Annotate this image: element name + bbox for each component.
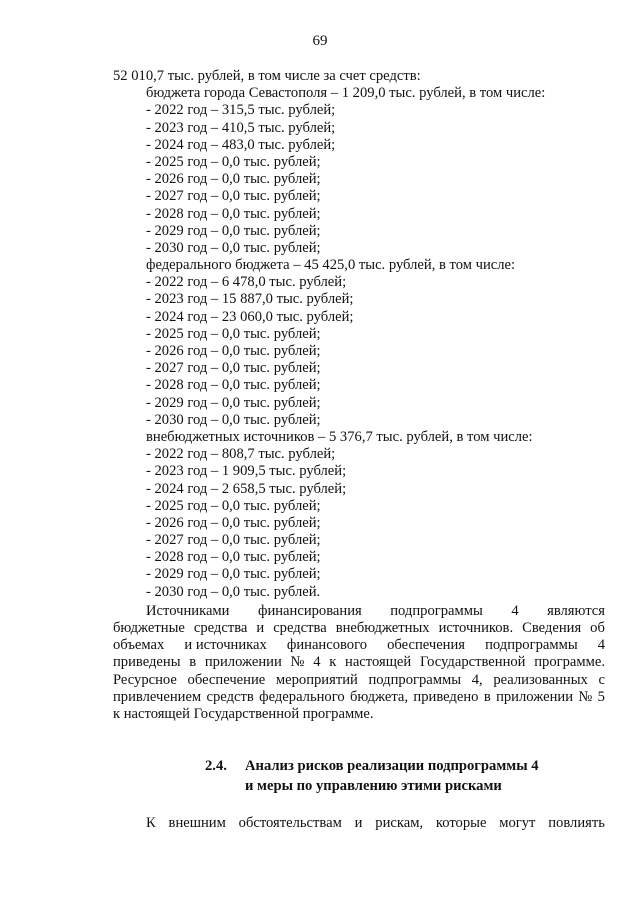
paragraph-line bbox=[113, 815, 605, 832]
word: с bbox=[598, 671, 605, 688]
word: 5 bbox=[597, 688, 605, 705]
list-item: - 2025 год – 0,0 тыс. рублей; bbox=[146, 153, 321, 170]
word: и bbox=[354, 815, 363, 831]
word: привлечением bbox=[113, 688, 202, 705]
section-title-line2: и меры по управлению этими рисками bbox=[245, 778, 502, 794]
word: объемах bbox=[113, 637, 165, 654]
list-item: - 2028 год – 0,0 тыс. рублей; bbox=[146, 205, 321, 222]
word: которые bbox=[435, 815, 487, 831]
federal-budget-header: федерального бюджета – 45 425,0 тыс. рублей, в том числе: bbox=[146, 257, 516, 274]
word: Государственной bbox=[419, 654, 526, 671]
word: К bbox=[146, 815, 156, 831]
word: подпрограммы bbox=[368, 671, 462, 688]
word: средства bbox=[193, 620, 248, 636]
word: в bbox=[189, 654, 197, 671]
word: повлиять bbox=[548, 815, 605, 831]
word: источников. bbox=[438, 620, 514, 636]
word: об bbox=[590, 620, 605, 636]
city-budget-header: бюджета города Севастополя – 1 209,0 тыс. рублей, в том числе: bbox=[146, 85, 546, 102]
list-item: - 2024 год – 2 658,5 тыс. рублей; bbox=[146, 480, 347, 497]
list-item: - 2029 год – 0,0 тыс. рублей; bbox=[146, 394, 321, 411]
word: федерального bbox=[259, 688, 345, 705]
word: приведено bbox=[413, 688, 479, 705]
word: финансового bbox=[286, 637, 368, 654]
word: к bbox=[329, 654, 337, 671]
section-number: 2.4. bbox=[205, 758, 227, 774]
word: бюджета, bbox=[350, 688, 409, 705]
word: подпрограммы bbox=[390, 602, 483, 619]
word: реализованных bbox=[493, 671, 588, 688]
word: приложении bbox=[204, 654, 282, 671]
list-item: - 2027 год – 0,0 тыс. рублей; bbox=[146, 188, 321, 205]
word: и bbox=[256, 620, 265, 636]
list-item: - 2023 год – 1 909,5 тыс. рублей; bbox=[146, 463, 347, 480]
list-item: - 2027 год – 0,0 тыс. рублей; bbox=[146, 532, 321, 549]
word: внебюджетных bbox=[335, 620, 430, 636]
word: № bbox=[290, 654, 305, 671]
list-item: - 2022 год – 6 478,0 тыс. рублей; bbox=[146, 274, 347, 291]
word: 4 bbox=[597, 637, 605, 654]
word: 4, bbox=[471, 671, 483, 688]
word: и источниках bbox=[184, 637, 267, 654]
list-item: - 2022 год – 315,5 тыс. рублей; bbox=[146, 102, 336, 119]
list-item: - 2027 год – 0,0 тыс. рублей; bbox=[146, 360, 321, 377]
word: обеспечение bbox=[187, 671, 266, 688]
word: могут bbox=[499, 815, 536, 831]
list-item: - 2023 год – 15 887,0 тыс. рублей; bbox=[146, 291, 354, 308]
word: Сведения bbox=[522, 620, 582, 636]
funding-section bbox=[113, 68, 605, 723]
extrabudgetary-header: внебюджетных источников – 5 376,7 тыс. рублей, в том числе: bbox=[146, 428, 533, 445]
word: приведены bbox=[113, 654, 181, 671]
list-item: - 2024 год – 23 060,0 тыс. рублей; bbox=[146, 308, 354, 325]
word: настоящей bbox=[345, 654, 412, 671]
list-item: - 2025 год – 0,0 тыс. рублей; bbox=[146, 497, 321, 514]
word: рискам, bbox=[375, 815, 424, 831]
word: Источниками bbox=[146, 602, 230, 619]
word: средств bbox=[206, 688, 254, 705]
page-number: 69 bbox=[312, 33, 328, 49]
paragraph-line bbox=[113, 620, 605, 637]
word: приложении bbox=[496, 688, 574, 705]
word: финансирования bbox=[257, 602, 362, 619]
section-title-line1: Анализ рисков реализации подпрограммы 4 bbox=[245, 758, 539, 774]
total-line: 52 010,7 тыс. рублей, в том числе за счет средств: bbox=[113, 68, 421, 84]
risks-paragraph bbox=[113, 815, 605, 832]
list-item: - 2023 год – 410,5 тыс. рублей; bbox=[146, 119, 336, 136]
word: Ресурсное bbox=[113, 671, 177, 688]
list-item: - 2025 год – 0,0 тыс. рублей; bbox=[146, 325, 321, 342]
list-item: - 2022 год – 808,7 тыс. рублей; bbox=[146, 446, 336, 463]
paragraph-line: к настоящей Государственной программе. bbox=[113, 705, 374, 722]
word: программе. bbox=[534, 654, 605, 671]
word: внешним bbox=[168, 815, 226, 831]
list-item: - 2029 год – 0,0 тыс. рублей; bbox=[146, 566, 321, 583]
list-item: - 2028 год – 0,0 тыс. рублей; bbox=[146, 377, 321, 394]
word: подпрограммы bbox=[485, 637, 578, 654]
paragraph-line bbox=[113, 689, 605, 706]
word: 4 bbox=[313, 654, 321, 671]
list-item: - 2030 год – 0,0 тыс. рублей; bbox=[146, 411, 321, 428]
paragraph-line bbox=[113, 603, 605, 620]
paragraph-line bbox=[113, 637, 605, 654]
word: в bbox=[483, 688, 491, 705]
word: обеспечения bbox=[387, 637, 466, 654]
paragraph-line bbox=[113, 672, 605, 689]
list-item: - 2030 год – 0,0 тыс. рублей. bbox=[146, 583, 321, 600]
word: № bbox=[578, 688, 593, 705]
word: бюджетные bbox=[113, 620, 185, 636]
list-item: - 2026 год – 0,0 тыс. рублей; bbox=[146, 343, 321, 359]
list-item: - 2029 год – 0,0 тыс. рублей; bbox=[146, 222, 321, 239]
list-item: - 2028 год – 0,0 тыс. рублей; bbox=[146, 549, 321, 566]
sources-paragraph bbox=[113, 603, 605, 723]
word: мероприятий bbox=[275, 671, 358, 688]
list-item: - 2026 год – 0,0 тыс. рублей; bbox=[146, 514, 321, 531]
paragraph-line bbox=[113, 654, 605, 671]
list-item: - 2024 год – 483,0 тыс. рублей; bbox=[146, 136, 336, 153]
list-item: - 2030 год – 0,0 тыс. рублей; bbox=[146, 239, 321, 256]
word: являются bbox=[547, 602, 605, 619]
word: 4 bbox=[511, 602, 519, 619]
list-item: - 2026 год – 0,0 тыс. рублей; bbox=[146, 171, 321, 188]
word: обстоятельствам bbox=[238, 815, 342, 831]
word: средства bbox=[273, 620, 327, 636]
